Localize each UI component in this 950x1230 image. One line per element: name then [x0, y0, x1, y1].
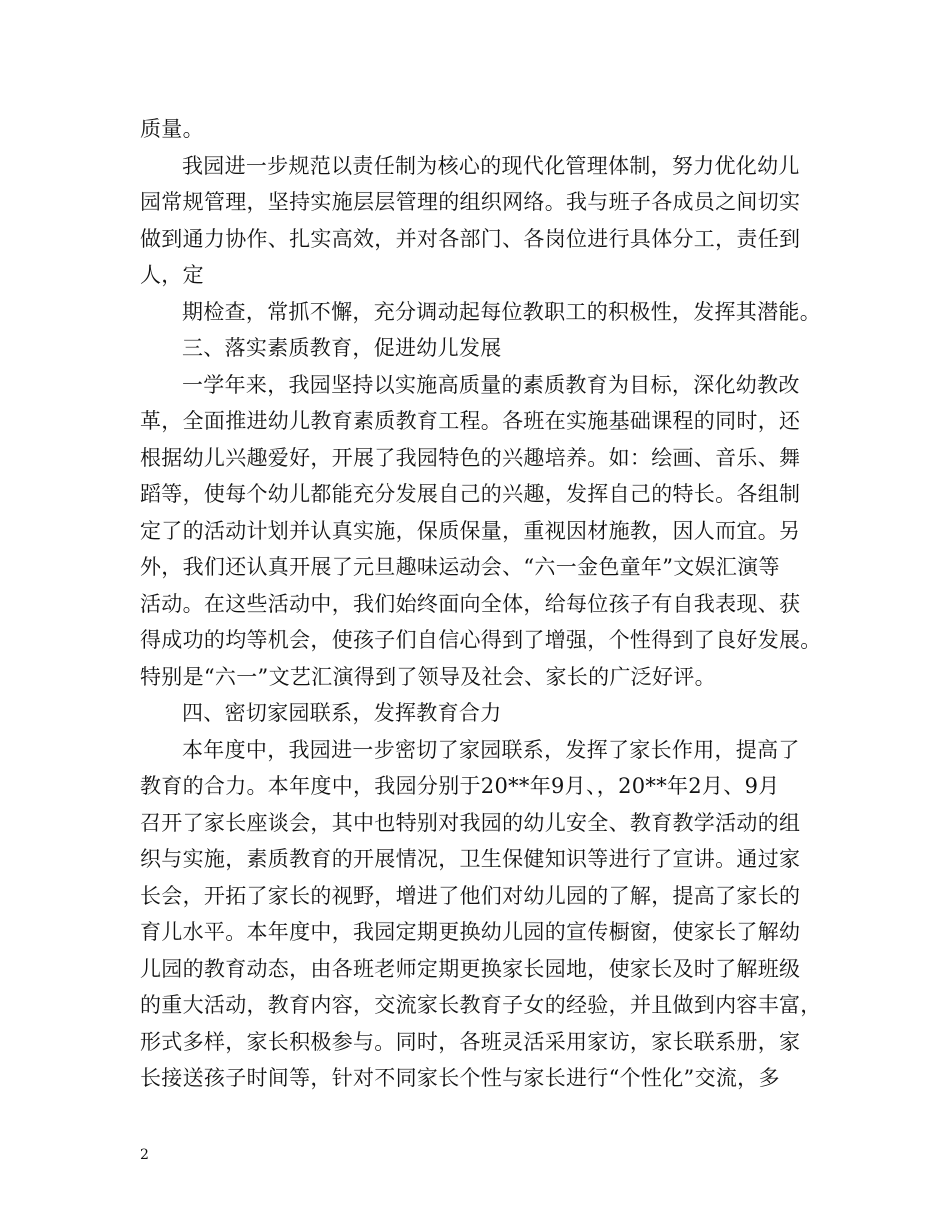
text-line: 形式多样，家长积极参与。同时，各班灵活采用家访，家长联系册，家 — [140, 1029, 801, 1054]
text-line: 人，定 — [140, 263, 204, 287]
text-line: 质量。 — [140, 117, 204, 141]
paragraph-start-line: 我园进一步规范以责任制为核心的现代化管理体制，努力优化幼儿 — [182, 153, 800, 178]
text-line: 长会，开拓了家长的视野，增进了他们对幼儿园的了解，提高了家长的 — [140, 883, 801, 908]
text-line: 蹈等，使每个幼儿都能充分发展自己的兴趣，发挥自己的特长。各组制 — [140, 482, 801, 506]
document-body — [140, 111, 824, 1097]
text-line: 活动。在这些活动中，我们始终面向全体，给每位孩子有自我表现、获 — [140, 591, 801, 616]
page-number: 2 — [140, 1147, 149, 1163]
paragraph-start-line: 期检查，常抓不懈，充分调动起每位教职工的积极性，发挥其潜能。 — [182, 299, 821, 324]
section-heading: 三、落实素质教育，促进幼儿发展 — [182, 336, 502, 360]
text-line: 儿园的教育动态，由各班老师定期更换家长园地，使家长及时了解班级 — [140, 956, 801, 981]
text-line: 定了的活动计划并认真实施，保质保量，重视因材施教，因人而宜。另 — [140, 518, 801, 543]
text-line: 教育的合力。本年度中，我园分别于20**年9月、，20**年2月、9月 — [140, 774, 780, 798]
text-line: 园常规管理，坚持实施层层管理的组织网络。我与班子各成员之间切实 — [140, 190, 801, 214]
text-line: 根据幼儿兴趣爱好，开展了我园特色的兴趣培养。如：绘画、音乐、舞 — [140, 445, 801, 470]
text-line: 织与实施，素质教育的开展情况，卫生保健知识等进行了宣讲。通过家 — [140, 847, 801, 871]
text-line: 革，全面推进幼儿教育素质教育工程。各班在实施基础课程的同时，还 — [140, 409, 801, 433]
text-line: 的重大活动，教育内容，交流家长教育子女的经验，并且做到内容丰富， — [140, 993, 822, 1017]
paragraph-start-line: 本年度中，我园进一步密切了家园联系，发挥了家长作用，提高了 — [182, 737, 800, 762]
text-line: 得成功的均等机会，使孩子们自信心得到了增强，个性得到了良好发展。 — [140, 628, 822, 652]
text-line: 外，我们还认真开展了元旦趣味运动会、“六一金色童年”文娱汇演等 — [140, 555, 780, 579]
text-line: 育儿水平。本年度中，我园定期更换幼儿园的宣传橱窗，使家长了解幼 — [140, 920, 801, 944]
text-line: 召开了家长座谈会，其中也特别对我园的幼儿安全、教育教学活动的组 — [140, 810, 801, 835]
text-line: 做到通力协作、扎实高效，并对各部门、各岗位进行具体分工，责任到 — [140, 226, 801, 251]
section-heading: 四、密切家园联系，发挥教育合力 — [182, 701, 502, 725]
text-line: 特别是“六一”文艺汇演得到了领导及社会、家长的广泛好评。 — [140, 664, 716, 689]
text-line: 长接送孩子时间等，针对不同家长个性与家长进行“个性化”交流，多 — [140, 1066, 780, 1090]
paragraph-start-line: 一学年来，我园坚持以实施高质量的素质教育为目标，深化幼教改 — [182, 372, 800, 397]
